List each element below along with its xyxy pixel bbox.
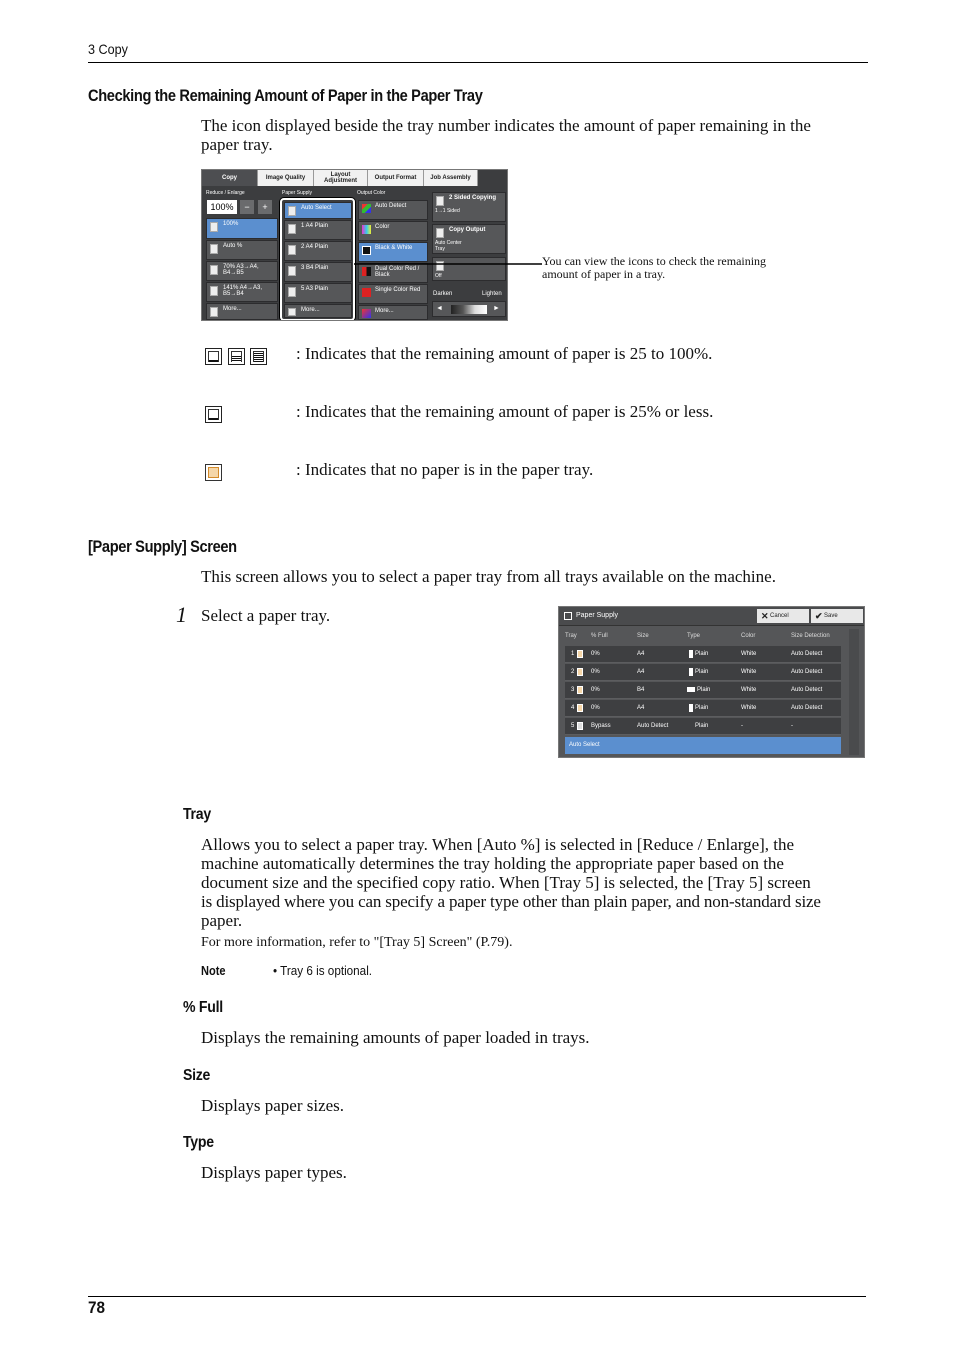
- table-row: [565, 646, 841, 663]
- paper-fill: [254, 353, 263, 362]
- percent-full: 0%: [591, 669, 600, 675]
- tab-image-quality: [258, 170, 314, 186]
- paper-level-low-icon: [205, 406, 222, 423]
- button-label: Auto Select: [301, 205, 332, 211]
- paper-type: Plain: [695, 669, 709, 675]
- portrait-paper-icon: [689, 668, 693, 676]
- tab-label: Output Format: [374, 175, 417, 181]
- paper-size: A4: [637, 705, 645, 711]
- button-label: More...: [375, 308, 394, 314]
- percent-full: 0%: [591, 687, 600, 693]
- paper-supply-label: Paper Supply: [282, 190, 313, 196]
- running-header: 3 Copy: [88, 41, 128, 57]
- scroll-area: [849, 629, 859, 755]
- bypass-tray-icon: [577, 722, 583, 730]
- reduce-141-button: [206, 282, 278, 302]
- table-row: [565, 700, 841, 717]
- tab-copy: [202, 170, 258, 186]
- document-icon: [288, 245, 296, 255]
- color-auto-detect-button: [358, 200, 428, 220]
- table-row: [565, 682, 841, 699]
- button-label: 141% A4→A3, B5→B4: [223, 285, 263, 297]
- percent-full: 0%: [591, 705, 600, 711]
- callout-text: [542, 255, 766, 281]
- density-scale: [451, 305, 487, 314]
- copy-screen-screenshot: [201, 169, 508, 321]
- zoom-minus-button: −: [240, 200, 254, 214]
- tab-layout-adjustment: [314, 170, 368, 186]
- zoom-plus-button: +: [258, 200, 272, 214]
- tray-number: 2: [571, 669, 575, 675]
- document-icon: [210, 286, 218, 296]
- portrait-paper-icon: [689, 650, 693, 658]
- reduce-enlarge-label: Reduce / Enlarge: [206, 190, 245, 196]
- tray-reference: For more information, refer to "[Tray 5] Screen" (P.79).: [201, 935, 513, 950]
- paper-empty-icon: [577, 668, 583, 676]
- button-label: Save: [824, 613, 838, 619]
- document-icon: [288, 224, 296, 234]
- tray-number: 4: [571, 705, 575, 711]
- intro-line-2: paper tray.: [201, 135, 273, 154]
- tab-label: Image Quality: [265, 175, 306, 181]
- indicator-text-low: : Indicates that the remaining amount of paper is 25% or less.: [296, 402, 714, 421]
- full-heading: % Full: [183, 999, 223, 1016]
- table-row: [565, 718, 841, 735]
- tab-label: Layout Adjustment: [324, 172, 357, 184]
- col-full: % Full: [591, 633, 608, 639]
- paper-tray-5-button: [284, 283, 352, 303]
- size-heading: Size: [183, 1067, 211, 1084]
- section-title-remaining-paper: Checking the Remaining Amount of Paper in the Paper Tray: [88, 86, 483, 105]
- landscape-paper-icon: [687, 687, 695, 692]
- paper-size: A4: [637, 651, 645, 657]
- tray-line-2: machine automatically determines the tray holding the appropriate paper based on the: [201, 854, 784, 873]
- header-rule: [88, 62, 868, 63]
- tab-job-assembly: [424, 170, 478, 186]
- paper-level-mid-icon: [228, 348, 245, 365]
- col-color: Color: [741, 633, 756, 639]
- paper-type: Plain: [695, 705, 709, 711]
- paper-size: B4: [637, 687, 645, 693]
- color-more-button: [358, 305, 428, 320]
- paper-supply-screenshot: [558, 606, 865, 758]
- button-label: 5 A3 Plain: [301, 286, 329, 292]
- option-off-value: Off: [435, 273, 442, 279]
- paper-color: White: [741, 651, 757, 657]
- paper-tray-1-button: [284, 220, 352, 240]
- paper-fill: [232, 356, 241, 362]
- tray-number: 1: [571, 651, 575, 657]
- paper-type: Plain: [695, 723, 709, 729]
- lighten-label: Lighten: [482, 291, 502, 297]
- more-color-icon: [362, 309, 371, 318]
- size-detection: Auto Detect: [791, 651, 823, 657]
- color-single-button: [358, 284, 428, 304]
- right-arrow-icon: ►: [493, 305, 500, 312]
- type-heading: Type: [183, 1134, 214, 1151]
- tab-label: Copy: [222, 175, 237, 181]
- reduce-more-button: [206, 303, 278, 320]
- document-icon: [288, 206, 296, 216]
- tray-line-1: Allows you to select a paper tray. When [Auto %] is selected in [Reduce / Enlarge], the: [201, 835, 795, 854]
- size-detection: Auto Detect: [791, 669, 823, 675]
- step-text: Select a paper tray.: [201, 606, 331, 625]
- col-tray: Tray: [565, 633, 577, 639]
- paper-fill: [209, 360, 218, 362]
- tray-description: [201, 835, 881, 930]
- document-icon: [288, 266, 296, 276]
- paper-more-button: [284, 304, 352, 318]
- button-label: Color: [375, 224, 390, 230]
- paper-supply-title: Paper Supply: [576, 612, 619, 619]
- paper-type: Plain: [695, 651, 709, 657]
- tab-label: Job Assembly: [430, 175, 471, 181]
- callout-line-1: You can view the icons to check the remaining: [542, 254, 767, 268]
- button-label: Cancel: [770, 613, 789, 619]
- paper-level-full-icon: [250, 348, 267, 365]
- callout-line: [354, 258, 544, 270]
- section2-intro: This screen allows you to select a paper tray from all trays available on the machine.: [201, 567, 776, 586]
- paper-sheet: [208, 467, 219, 478]
- full-description: Displays the remaining amounts of paper loaded in trays.: [201, 1028, 590, 1047]
- size-detection: -: [791, 723, 793, 729]
- black-white-icon: [362, 246, 371, 255]
- reduce-70-button: [206, 261, 278, 281]
- button-label: More...: [223, 306, 242, 312]
- copy-output-value: Auto Center Tray: [435, 240, 462, 252]
- button-label: 70% A3→A4, B4→B5: [223, 264, 259, 276]
- two-sided-value: 1→1 Sided: [435, 208, 460, 214]
- paper-color: White: [741, 705, 757, 711]
- size-detection: Auto Detect: [791, 687, 823, 693]
- paper-tray-3-button: [284, 262, 352, 282]
- button-label: Auto %: [223, 243, 243, 249]
- paper-empty-icon: [205, 464, 222, 481]
- paper-color: White: [741, 669, 757, 675]
- paper-size: Auto Detect: [637, 723, 669, 729]
- reduce-100-button: [206, 218, 278, 239]
- left-arrow-icon: ◄: [436, 305, 443, 312]
- document-icon: [210, 222, 218, 232]
- list-icon: [288, 308, 296, 316]
- paper-fill: [209, 418, 218, 420]
- cancel-button: [757, 609, 809, 623]
- table-row: [565, 664, 841, 681]
- portrait-paper-icon: [689, 704, 693, 712]
- button-label: 2 Sided Copying: [449, 195, 497, 201]
- percent-full: Bypass: [591, 723, 611, 729]
- paper-empty-icon: [577, 686, 583, 694]
- auto-select-row: Auto Select: [565, 737, 841, 754]
- color-icon: [362, 225, 371, 234]
- tray-line-3: document size and the specified copy ratio. When [Tray 5] is selected, the [Tray 5] screen: [201, 873, 811, 892]
- paper-empty-icon: [577, 704, 583, 712]
- button-label: 3 B4 Plain: [301, 265, 329, 271]
- color-color-button: [358, 221, 428, 241]
- section-title-paper-supply: [Paper Supply] Screen: [88, 537, 237, 556]
- size-description: Displays paper sizes.: [201, 1096, 345, 1115]
- close-icon: ✕: [761, 611, 769, 621]
- intro-line-1: The icon displayed beside the tray number indicates the amount of paper remaining in the: [201, 116, 811, 135]
- density-slider: [432, 301, 506, 317]
- paper-empty-icon: [577, 650, 583, 658]
- document-icon: [210, 265, 218, 275]
- paper-auto-select-button: [284, 202, 352, 219]
- button-label: 1 A4 Plain: [301, 223, 329, 229]
- two-sided-button: [432, 192, 506, 222]
- note-text: • Tray 6 is optional.: [273, 963, 373, 978]
- tray-number: 3: [571, 687, 575, 693]
- percent-full: 0%: [591, 651, 600, 657]
- paper-size: A4: [637, 669, 645, 675]
- step-number: 1: [176, 602, 187, 627]
- tray-number: 5: [571, 723, 575, 729]
- tray-line-4: is displayed where you can specify a paper type other than plain paper, and non-standard size: [201, 892, 821, 911]
- document-icon: [210, 307, 218, 317]
- paper-type: Plain: [697, 687, 711, 693]
- button-label: 100%: [223, 221, 239, 227]
- tab-output-format: [368, 170, 424, 186]
- output-color-label: Output Color: [357, 190, 386, 196]
- tray-heading: Tray: [183, 806, 211, 823]
- button-label: Black & White: [375, 245, 413, 251]
- paper-color: -: [741, 723, 743, 729]
- button-label: Dual Color Red / Black: [375, 266, 420, 278]
- button-label: 2 A4 Plain: [301, 244, 329, 250]
- button-label: Auto Detect: [375, 203, 407, 209]
- note-label: Note: [201, 963, 226, 978]
- document-icon: [288, 287, 296, 297]
- indicator-text-empty: : Indicates that no paper is in the paper tray.: [296, 460, 594, 479]
- paper-color: White: [741, 687, 757, 693]
- reduce-auto-button: [206, 240, 278, 260]
- page-number: 78: [88, 1298, 106, 1317]
- col-type: Type: [687, 633, 701, 639]
- paper-level-high-icon: [205, 348, 222, 365]
- tray-line-5: paper.: [201, 911, 243, 930]
- col-size: Size: [637, 633, 649, 639]
- save-button: [811, 609, 863, 623]
- two-sided-icon: [436, 196, 444, 206]
- list-icon: [564, 612, 572, 620]
- check-icon: ✔: [815, 611, 823, 621]
- zoom-value: 100%: [207, 200, 237, 214]
- button-label: More...: [301, 307, 320, 313]
- document-icon: [210, 244, 218, 254]
- footer-rule: [88, 1296, 866, 1297]
- button-label: Single Color Red: [375, 287, 421, 293]
- single-color-icon: [362, 288, 371, 297]
- section1-intro: [201, 116, 881, 154]
- indicator-text-full: : Indicates that the remaining amount of paper is 25 to 100%.: [296, 344, 713, 363]
- type-description: Displays paper types.: [201, 1163, 347, 1182]
- paper-tray-2-button: [284, 241, 352, 261]
- callout-line-2: amount of paper in a tray.: [542, 267, 666, 281]
- auto-color-icon: [362, 204, 371, 213]
- darken-label: Darken: [433, 291, 453, 297]
- output-tray-icon: [436, 228, 444, 238]
- size-detection: Auto Detect: [791, 705, 823, 711]
- button-label: Copy Output: [449, 227, 486, 233]
- col-size-detection: Size Detection: [791, 633, 830, 639]
